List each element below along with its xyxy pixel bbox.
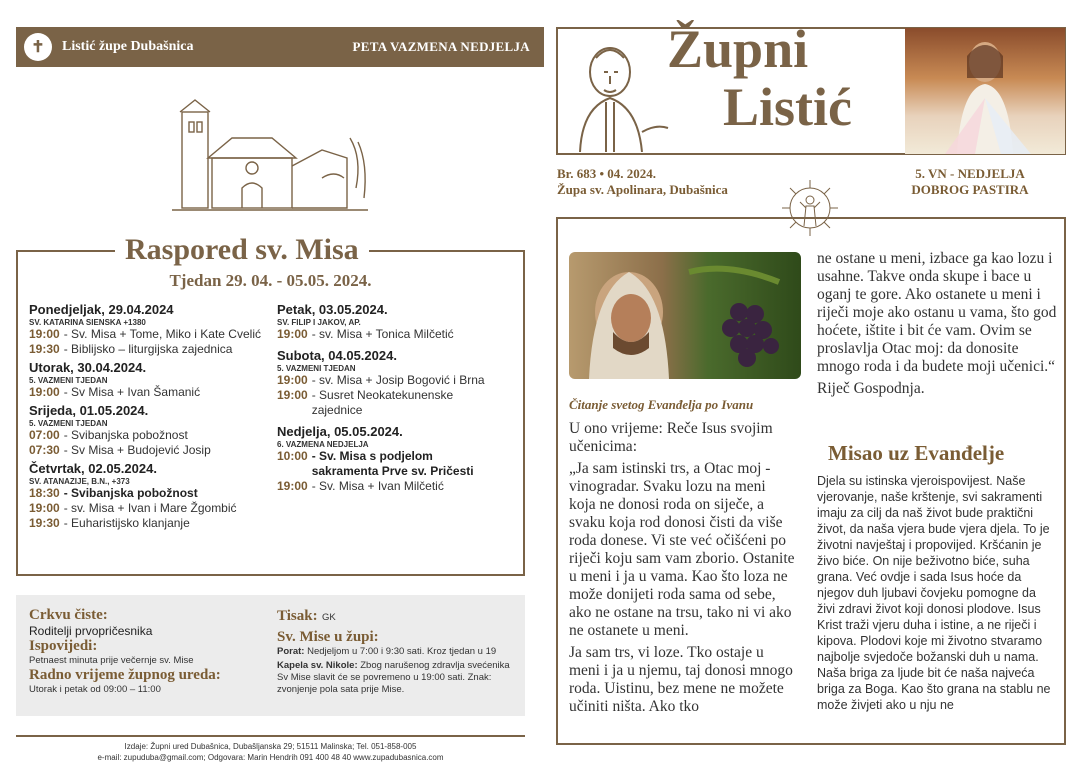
event-text: - sv. Misa + Ivan i Mare Žgombić [63, 501, 237, 515]
gospel-para-2: Ja sam trs, vi loze. Tko ostaje u meni i ja u njemu, taj donosi mnogo roda. Uistinu, bez mene ne možete učiniti ništa. Ako tko [569, 644, 793, 715]
reading-title: Čitanje svetog Evanđelja po Ivanu [569, 397, 754, 412]
event-text: - Svibanjska pobožnost [63, 486, 198, 500]
day-name: Petak, 03.05.2024. [277, 302, 388, 317]
left-header-title: Listić župe Dubašnica [62, 39, 194, 54]
gospel-closing: Riječ Gospodnja. [817, 380, 925, 397]
reflection-text: Djela su istinska vjeroispovijest. Naše vjerovanje, naše krštenje, svi sakramenti imaju za cilj da naš život bude praktični život, da naša vjera bude vjera djela. To je životni navještaj i propovijed. Kršćanin je živo biće. On nije beživotno biće, suha grana. Već ovdje i sada Isus hoće da njegov duh ljubavi čovjeku pomogne da živi zdravi život koji donosi plodove. Isus Krist traži vjeru duha i istine, a ne riječi i kipova. Plodovi koje mi životno stvaramo najbolje svjedoče božanski duh u nama. Naša briga za ljude bit će naša najveća briga za Boga. Kao što grana na stablu ne može živjeti ako u nju ne [817, 474, 1051, 712]
gospel-para-3: ne ostane u meni, izbace ga kao lozu i usahne. Takve onda skupe i bace u oganj te gore. Ako ostanete u meni i riječi moje ako ostanu u vama, što god hoćete, ištite i bit će vam. Ovim se proslavlja Otac moj: da donosite mnogo roda i da budete moji učenici.“ [817, 250, 1057, 375]
schedule-week: Tjedan 29. 04. - 05.05. 2024. [169, 271, 372, 290]
day-note: 5. VAZMENI TJEDAN [277, 364, 356, 373]
mass-heading: Sv. Mise u župi: [277, 629, 379, 645]
event-text: - Sv. Misa s podjelom sakramenta Prve sv. Pričesti [311, 449, 474, 478]
schedule-right-column [277, 302, 517, 497]
day-block [277, 348, 517, 418]
saint-illustration-icon [560, 32, 670, 152]
day-block [29, 403, 269, 458]
day-name: Utorak, 30.04.2024. [29, 360, 147, 375]
day-block [29, 360, 269, 400]
print-heading: Tisak: [277, 608, 318, 624]
event-time: 19:00 [29, 327, 60, 341]
day-name: Četvrtak, 02.05.2024. [29, 461, 157, 476]
event-text: - Susret Neokatekunenske zajednice [311, 388, 454, 417]
event-row [277, 479, 517, 494]
divine-mercy-image [905, 28, 1065, 154]
schedule-left-column [29, 302, 269, 534]
sunday-info [880, 166, 1060, 198]
issue-info [557, 166, 728, 198]
day-name: Srijeda, 01.05.2024. [29, 403, 149, 418]
event-text: - Sv Misa + Ivan Šamanić [63, 385, 201, 399]
event-row [29, 486, 269, 501]
info-right [277, 607, 517, 696]
parish-name: Župa sv. Apolinara, Dubašnica [557, 182, 728, 197]
gospel-right-column [817, 250, 1057, 398]
gospel-intro: U ono vrijeme: Reče Isus svojim učenicima: [569, 420, 773, 455]
event-row [277, 327, 517, 342]
day-note: 6. VAZMENA NEDJELJA [277, 440, 369, 449]
footer-line-2: e-mail: zupuduba@gmail.com; Odgovara: Marin Hendrih 091 400 48 40 www.zupadubasnica.com [97, 753, 444, 762]
porat-text: Nedjeljom u 7:00 i 9:30 sati. Kroz tjedan u 19 [307, 646, 497, 657]
sunday-line-2: DOBROG PASTIRA [911, 182, 1029, 197]
event-row [29, 385, 269, 400]
event-time: 07:00 [29, 428, 60, 442]
issue-number: Br. 683 • 04. 2024. [557, 166, 657, 181]
event-time: 19:00 [29, 385, 60, 399]
day-block [29, 461, 269, 531]
event-row [277, 373, 517, 388]
gospel-image [569, 252, 801, 379]
masthead-title-line1: Župni [667, 19, 809, 79]
day-block [277, 302, 517, 342]
left-header-sunday: PETA VAZMENA NEDJELJA [352, 39, 530, 54]
day-block [277, 424, 517, 494]
day-name: Subota, 04.05.2024. [277, 348, 397, 363]
event-time: 19:00 [29, 501, 60, 515]
event-time: 19:00 [277, 388, 308, 402]
day-note: SV. ATANAZIJE, B.N., +373 [29, 477, 130, 486]
porat-label: Porat: [277, 646, 305, 657]
day-note: 5. VAZMENI TJEDAN [29, 376, 108, 385]
event-row [29, 443, 269, 458]
event-text: - Sv. Misa + Ivan Milčetić [311, 479, 444, 493]
event-row [29, 327, 269, 342]
reflection-title: Misao uz Evanđelje [828, 441, 1005, 465]
confess-heading: Ispovijedi: [29, 638, 98, 654]
event-text: - sv. Misa + Josip Bogović i Brna [311, 373, 485, 387]
event-time: 19:00 [277, 479, 308, 493]
kapela-text: Zbog narušenog zdravlja svećenika Sv Mise slavit će se povremeno u 19:00 sati. Znak: zvonjenje pola sata prije Mise. [277, 660, 510, 695]
event-row [29, 428, 269, 443]
event-time: 19:30 [29, 342, 60, 356]
parish-logo-icon: ✝ [24, 33, 52, 61]
footer-divider [16, 735, 525, 737]
parish-info-box [16, 595, 525, 716]
schedule-title: Raspored sv. Misa [115, 233, 369, 267]
church-sketch-icon [172, 98, 372, 216]
masthead-title-line2: Listić [723, 77, 852, 137]
event-row [277, 388, 517, 418]
event-text: - Sv Misa + Budojević Josip [63, 443, 211, 457]
day-name: Nedjelja, 05.05.2024. [277, 424, 403, 439]
left-header-bar [16, 27, 544, 67]
event-row [29, 342, 269, 357]
event-row [29, 516, 269, 531]
gospel-left-column [569, 420, 795, 716]
office-text: Utorak i petak od 09:00 – 11:00 [29, 684, 161, 695]
event-text: - Sv. Misa + Tome, Miko i Kate Cvelić [63, 327, 261, 341]
day-block [29, 302, 269, 357]
event-text: - sv. Misa + Tonica Milčetić [311, 327, 454, 341]
gospel-para-1: „Ja sam istinski trs, a Otac moj - vinogradar. Svaku lozu na meni koja ne donosi roda on siječe, a svaku koja rod donosi čisti da više roda donese. Vi ste već očišćeni po riječi koju sam vam zborio. Ostanite u meni i ja u vama. Kao što loza ne može donijeti roda sama od sebe, ako ne ostane na trsu, tako ni vi ako ne ostanete u meni. [569, 460, 795, 639]
event-time: 07:30 [29, 443, 60, 457]
footer-line-1: Izdaje: Župni ured Dubašnica, Dubašljanska 29; 51511 Malinska; Tel. 051-858-005 [124, 742, 417, 751]
info-left [29, 607, 274, 696]
day-name: Ponedjeljak, 29.04.2024 [29, 302, 174, 317]
sunday-line-1: 5. VN - NEDJELJA [915, 166, 1025, 181]
day-note: 5. VAZMENI TJEDAN [29, 419, 108, 428]
day-note: SV. FILIP I JAKOV, AP. [277, 318, 361, 327]
event-time: 18:30 [29, 486, 60, 500]
clean-heading: Crkvu čiste: [29, 607, 108, 623]
clean-text: Roditelji prvopričesnika [29, 624, 153, 638]
event-text: - Euharistijsko klanjanje [63, 516, 190, 530]
event-row [29, 501, 269, 516]
event-time: 19:30 [29, 516, 60, 530]
footer [16, 741, 525, 763]
confess-text: Petnaest minuta prije večernje sv. Mise [29, 655, 194, 666]
event-time: 10:00 [277, 449, 308, 463]
office-heading: Radno vrijeme župnog ureda: [29, 667, 221, 683]
day-note: SV. KATARINA SIENSKA +1380 [29, 318, 146, 327]
event-text: - Svibanjska pobožnost [63, 428, 188, 442]
kapela-label: Kapela sv. Nikole: [277, 660, 358, 671]
event-text: - Biblijsko – liturgijska zajednica [63, 342, 233, 356]
event-row [277, 449, 517, 479]
event-time: 19:00 [277, 373, 308, 387]
print-value: GK [322, 612, 336, 623]
event-time: 19:00 [277, 327, 308, 341]
